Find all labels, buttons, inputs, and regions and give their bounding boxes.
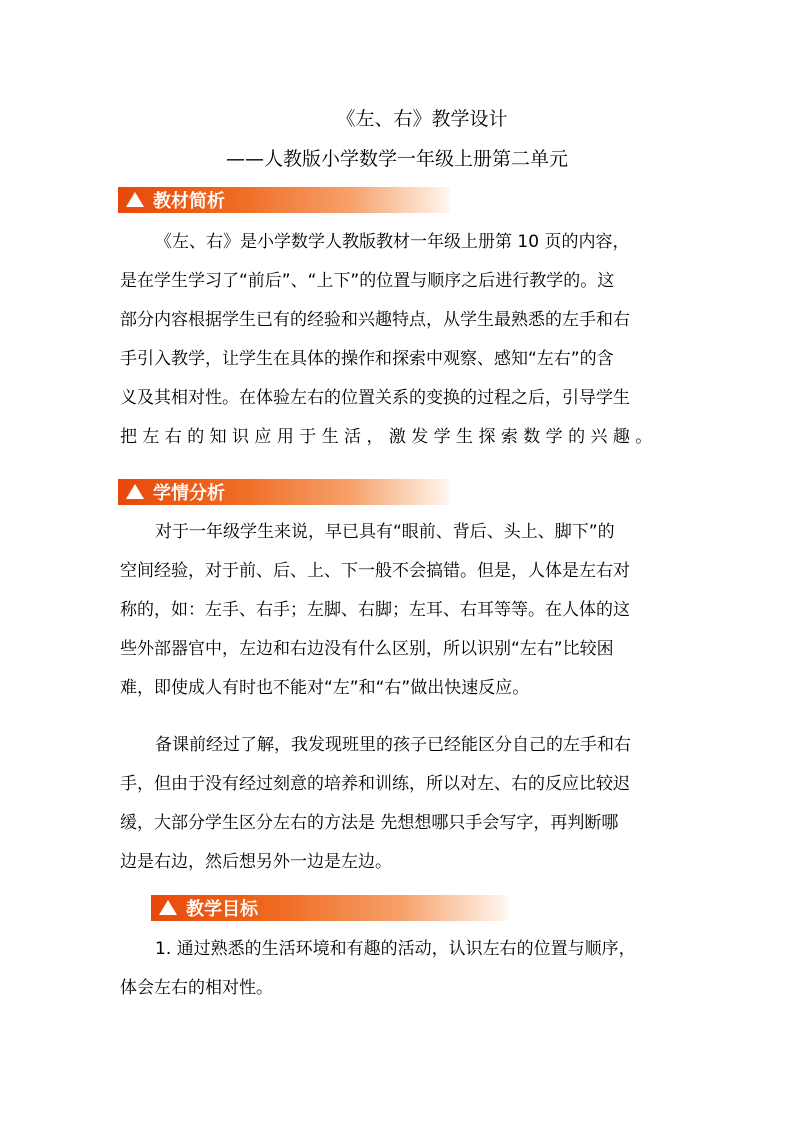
text-line: 缓，大部分学生区分左右的方法是 先想想哪只手会写字，再判断哪 [120,813,619,833]
section-header-teaching-goals [151,895,508,921]
text-line: 对于一年级学生来说，早已具有“眼前、背后、头上、脚下”的 [155,522,615,542]
text-line: 把 左 右 的 知 识 应 用 于 生 活 ， 激 发 学 生 探 索 数 学 的 兴 趣 。 [120,427,653,447]
triangle-icon [126,484,144,499]
triangle-icon [126,192,144,207]
paragraph-textbook-analysis [120,223,676,457]
text-line: 空间经验，对于前、后、上、下一般不会搞错。但是，人体是左右对 [120,561,630,581]
text-line: 边是右边，然后想另外一边是左边。 [120,852,392,872]
paragraph-prep-observation [120,726,676,882]
section-label: 教材简析 [153,191,225,212]
text-line: 手，但由于没有经过刻意的培养和训练，所以对左、右的反应比较迟 [120,774,630,794]
document-subtitle: ——人教版小学数学一年级上册第二单元 [225,148,568,170]
text-line: 是在学生学习了“前后”、“上下”的位置与顺序之后进行教学的。这 [120,271,615,291]
text-line: 备课前经过了解，我发现班里的孩子已经能区分自己的左手和右 [155,735,631,755]
text-line: 体会左右的相对性。 [120,978,273,998]
text-line: 手引入教学，让学生在具体的操作和探索中观察、感知“左右”的含 [120,349,614,369]
paragraph-student-analysis [120,513,676,708]
section-header-textbook-analysis [118,187,450,213]
text-line: 称的，如：左手、右手；左脚、右脚；左耳、右耳等等。在人体的这 [120,600,630,620]
text-line: 义及其相对性。在体验左右的位置关系的变换的过程之后，引导学生 [120,388,630,408]
section-label: 教学目标 [186,899,258,920]
triangle-icon [159,900,177,915]
text-line: 《左、右》是小学数学人教版教材一年级上册第 10 页的内容， [155,232,630,252]
text-line: 部分内容根据学生已有的经验和兴趣特点，从学生最熟悉的左手和右 [120,310,630,330]
section-label: 学情分析 [153,483,225,504]
paragraph-goal-1 [120,930,676,1008]
text-line: 难，即使成人有时也不能对“左”和“右”做出快速反应。 [120,678,530,698]
document-title: 《左、右》教学设计 [336,108,508,130]
section-header-student-analysis [118,479,450,505]
text-line: 些外部器官中，左边和右边没有什么区别，所以识别“左右”比较困 [120,639,614,659]
text-line: 1. 通过熟悉的生活环境和有趣的活动，认识左右的位置与顺序， [155,939,636,959]
